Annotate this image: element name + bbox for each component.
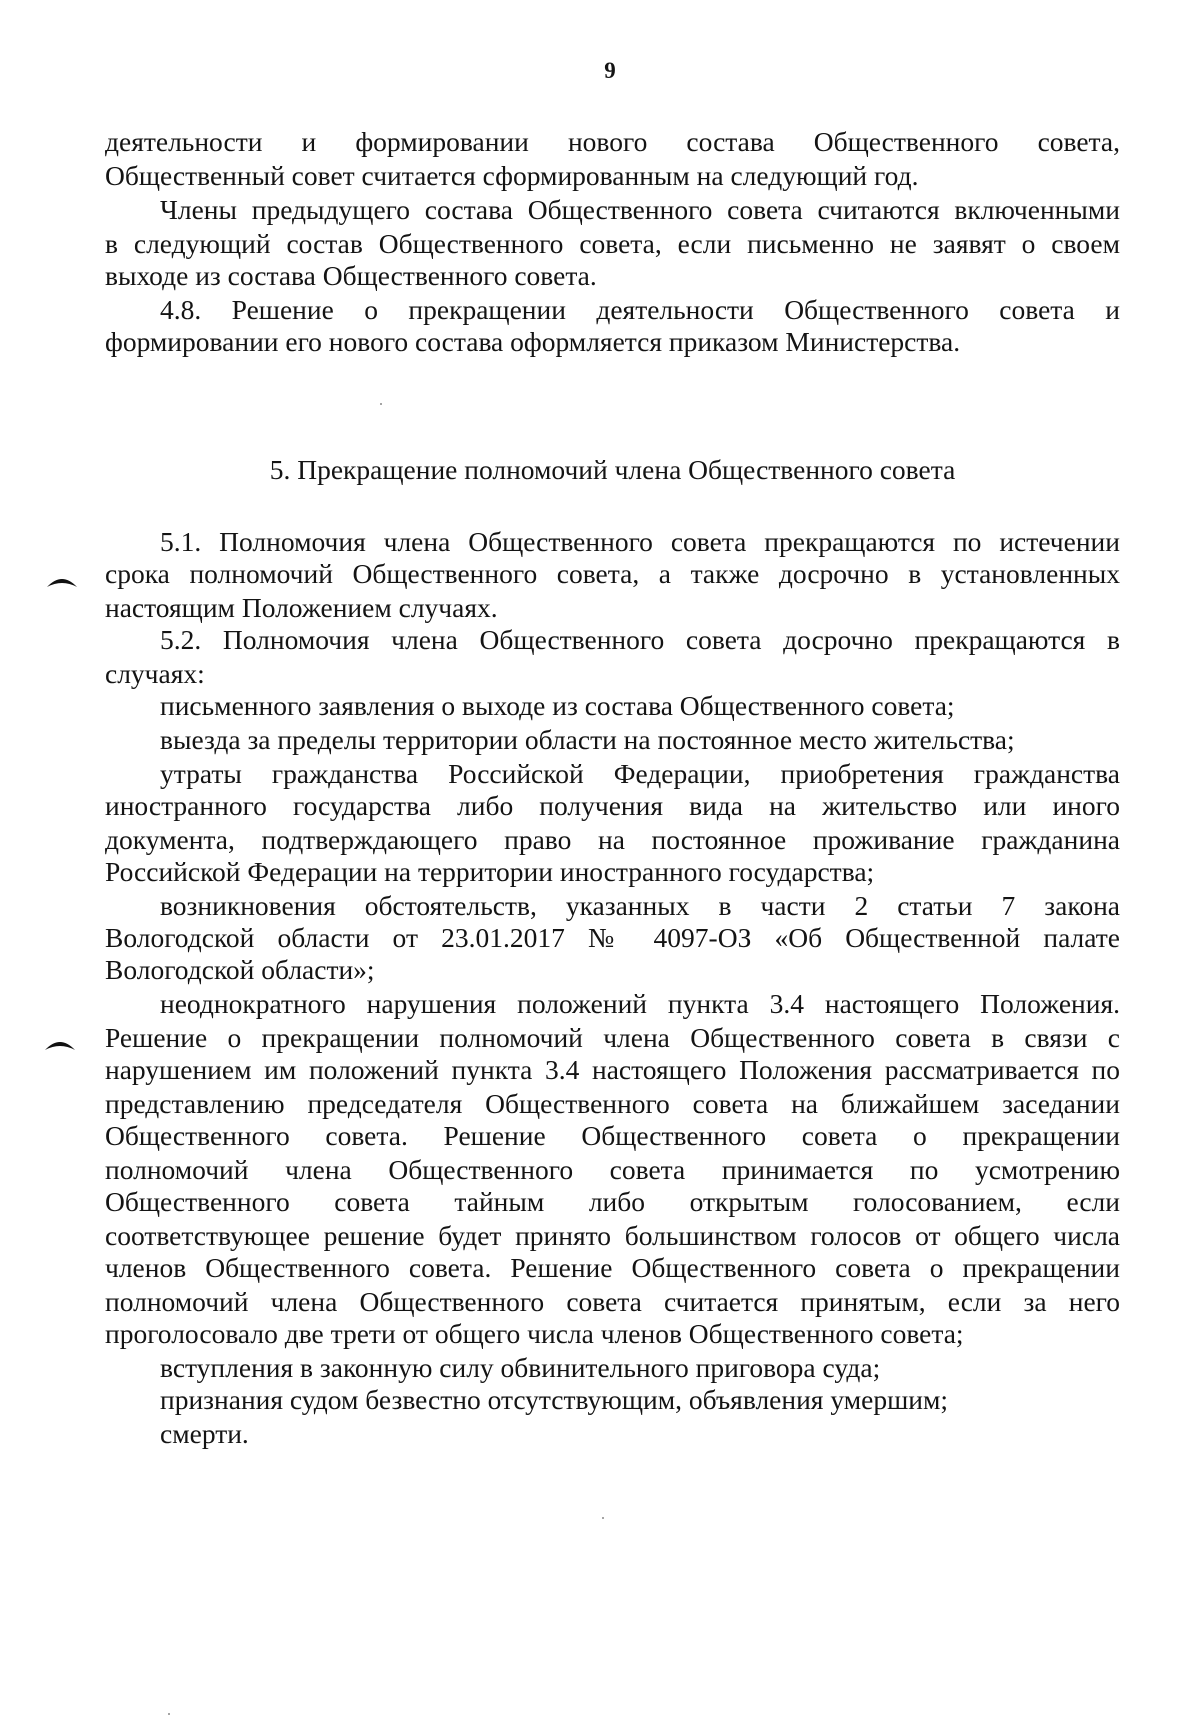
text-line: возникновения обстоятельств, указанных в части 2 статьи 7 закона xyxy=(160,890,1120,921)
text-line: настоящим Положением случаях. xyxy=(105,592,498,623)
text-line: 4.8. Решение о прекращении деятельности Общественного совета и xyxy=(160,294,1120,325)
text-line: формировании его нового состава оформляется приказом Министерства. xyxy=(105,326,961,357)
text-line: членов Общественного совета. Решение Общественного совета о прекращении xyxy=(105,1252,1120,1283)
text-line: полномочий члена Общественного совета принимается по усмотрению xyxy=(105,1154,1120,1185)
punch-hole-mark-icon xyxy=(44,1037,76,1051)
text-line: Решение о прекращении полномочий члена Общественного совета в связи с xyxy=(105,1022,1120,1053)
text-line: письменного заявления о выходе из состава Общественного совета; xyxy=(160,690,955,721)
text-line: соответствующее решение будет принято большинством голосов от общего числа xyxy=(105,1220,1120,1251)
text-line: 5.2. Полномочия члена Общественного совета досрочно прекращаются в xyxy=(160,624,1120,655)
text-line: неоднократного нарушения положений пункта 3.4 настоящего Положения. xyxy=(160,988,1120,1019)
scan-speck xyxy=(602,1517,604,1519)
text-line: проголосовало две трети от общего числа членов Общественного совета; xyxy=(105,1318,964,1349)
text-line: срока полномочий Общественного совета, а также досрочно в установленных xyxy=(105,558,1120,589)
text-line: Общественного совета. Решение Общественного совета о прекращении xyxy=(105,1120,1120,1151)
text-line: Вологодской области»; xyxy=(105,954,375,985)
text-line: выезда за пределы территории области на постоянное место жительства; xyxy=(160,724,1015,755)
text-line: нарушением им положений пункта 3.4 настоящего Положения рассматривается по xyxy=(105,1054,1120,1085)
text-line: полномочий члена Общественного совета считается принятым, если за него xyxy=(105,1286,1120,1317)
text-line: Общественный совет считается сформированным на следующий год. xyxy=(105,160,919,191)
scan-speck xyxy=(168,1713,170,1715)
scan-speck xyxy=(380,403,382,405)
text-line: случаях: xyxy=(105,658,205,689)
text-line: 5.1. Полномочия члена Общественного совета прекращаются по истечении xyxy=(160,526,1120,557)
text-line: документа, подтверждающего право на постоянное проживание гражданина xyxy=(105,824,1120,855)
text-line: Российской Федерации на территории иностранного государства; xyxy=(105,856,875,887)
text-line: смерти. xyxy=(160,1418,249,1449)
text-line: Общественного совета тайным либо открытым голосованием, если xyxy=(105,1186,1120,1217)
page-number: 9 xyxy=(604,58,616,83)
text-line: Вологодской области от 23.01.2017 № 4097-ОЗ «Об Общественной палате xyxy=(105,922,1120,953)
text-line: деятельности и формировании нового состава Общественного совета, xyxy=(105,126,1120,157)
text-line: признания судом безвестно отсутствующим, объявления умершим; xyxy=(160,1384,949,1415)
punch-hole-mark-icon xyxy=(46,574,78,588)
text-line: вступления в законную силу обвинительного приговора суда; xyxy=(160,1352,881,1383)
text-line: выходе из состава Общественного совета. xyxy=(105,260,597,291)
text-line: утраты гражданства Российской Федерации, приобретения гражданства xyxy=(160,758,1120,789)
section-heading: 5. Прекращение полномочий члена Общественного совета xyxy=(269,454,956,485)
text-line: в следующий состав Общественного совета, если письменно не заявят о своем xyxy=(105,228,1120,259)
text-line: иностранного государства либо получения вида на жительство или иного xyxy=(105,790,1120,821)
text-line: Члены предыдущего состава Общественного совета считаются включенными xyxy=(160,194,1120,225)
text-line: представлению председателя Общественного совета на ближайшем заседании xyxy=(105,1088,1120,1119)
